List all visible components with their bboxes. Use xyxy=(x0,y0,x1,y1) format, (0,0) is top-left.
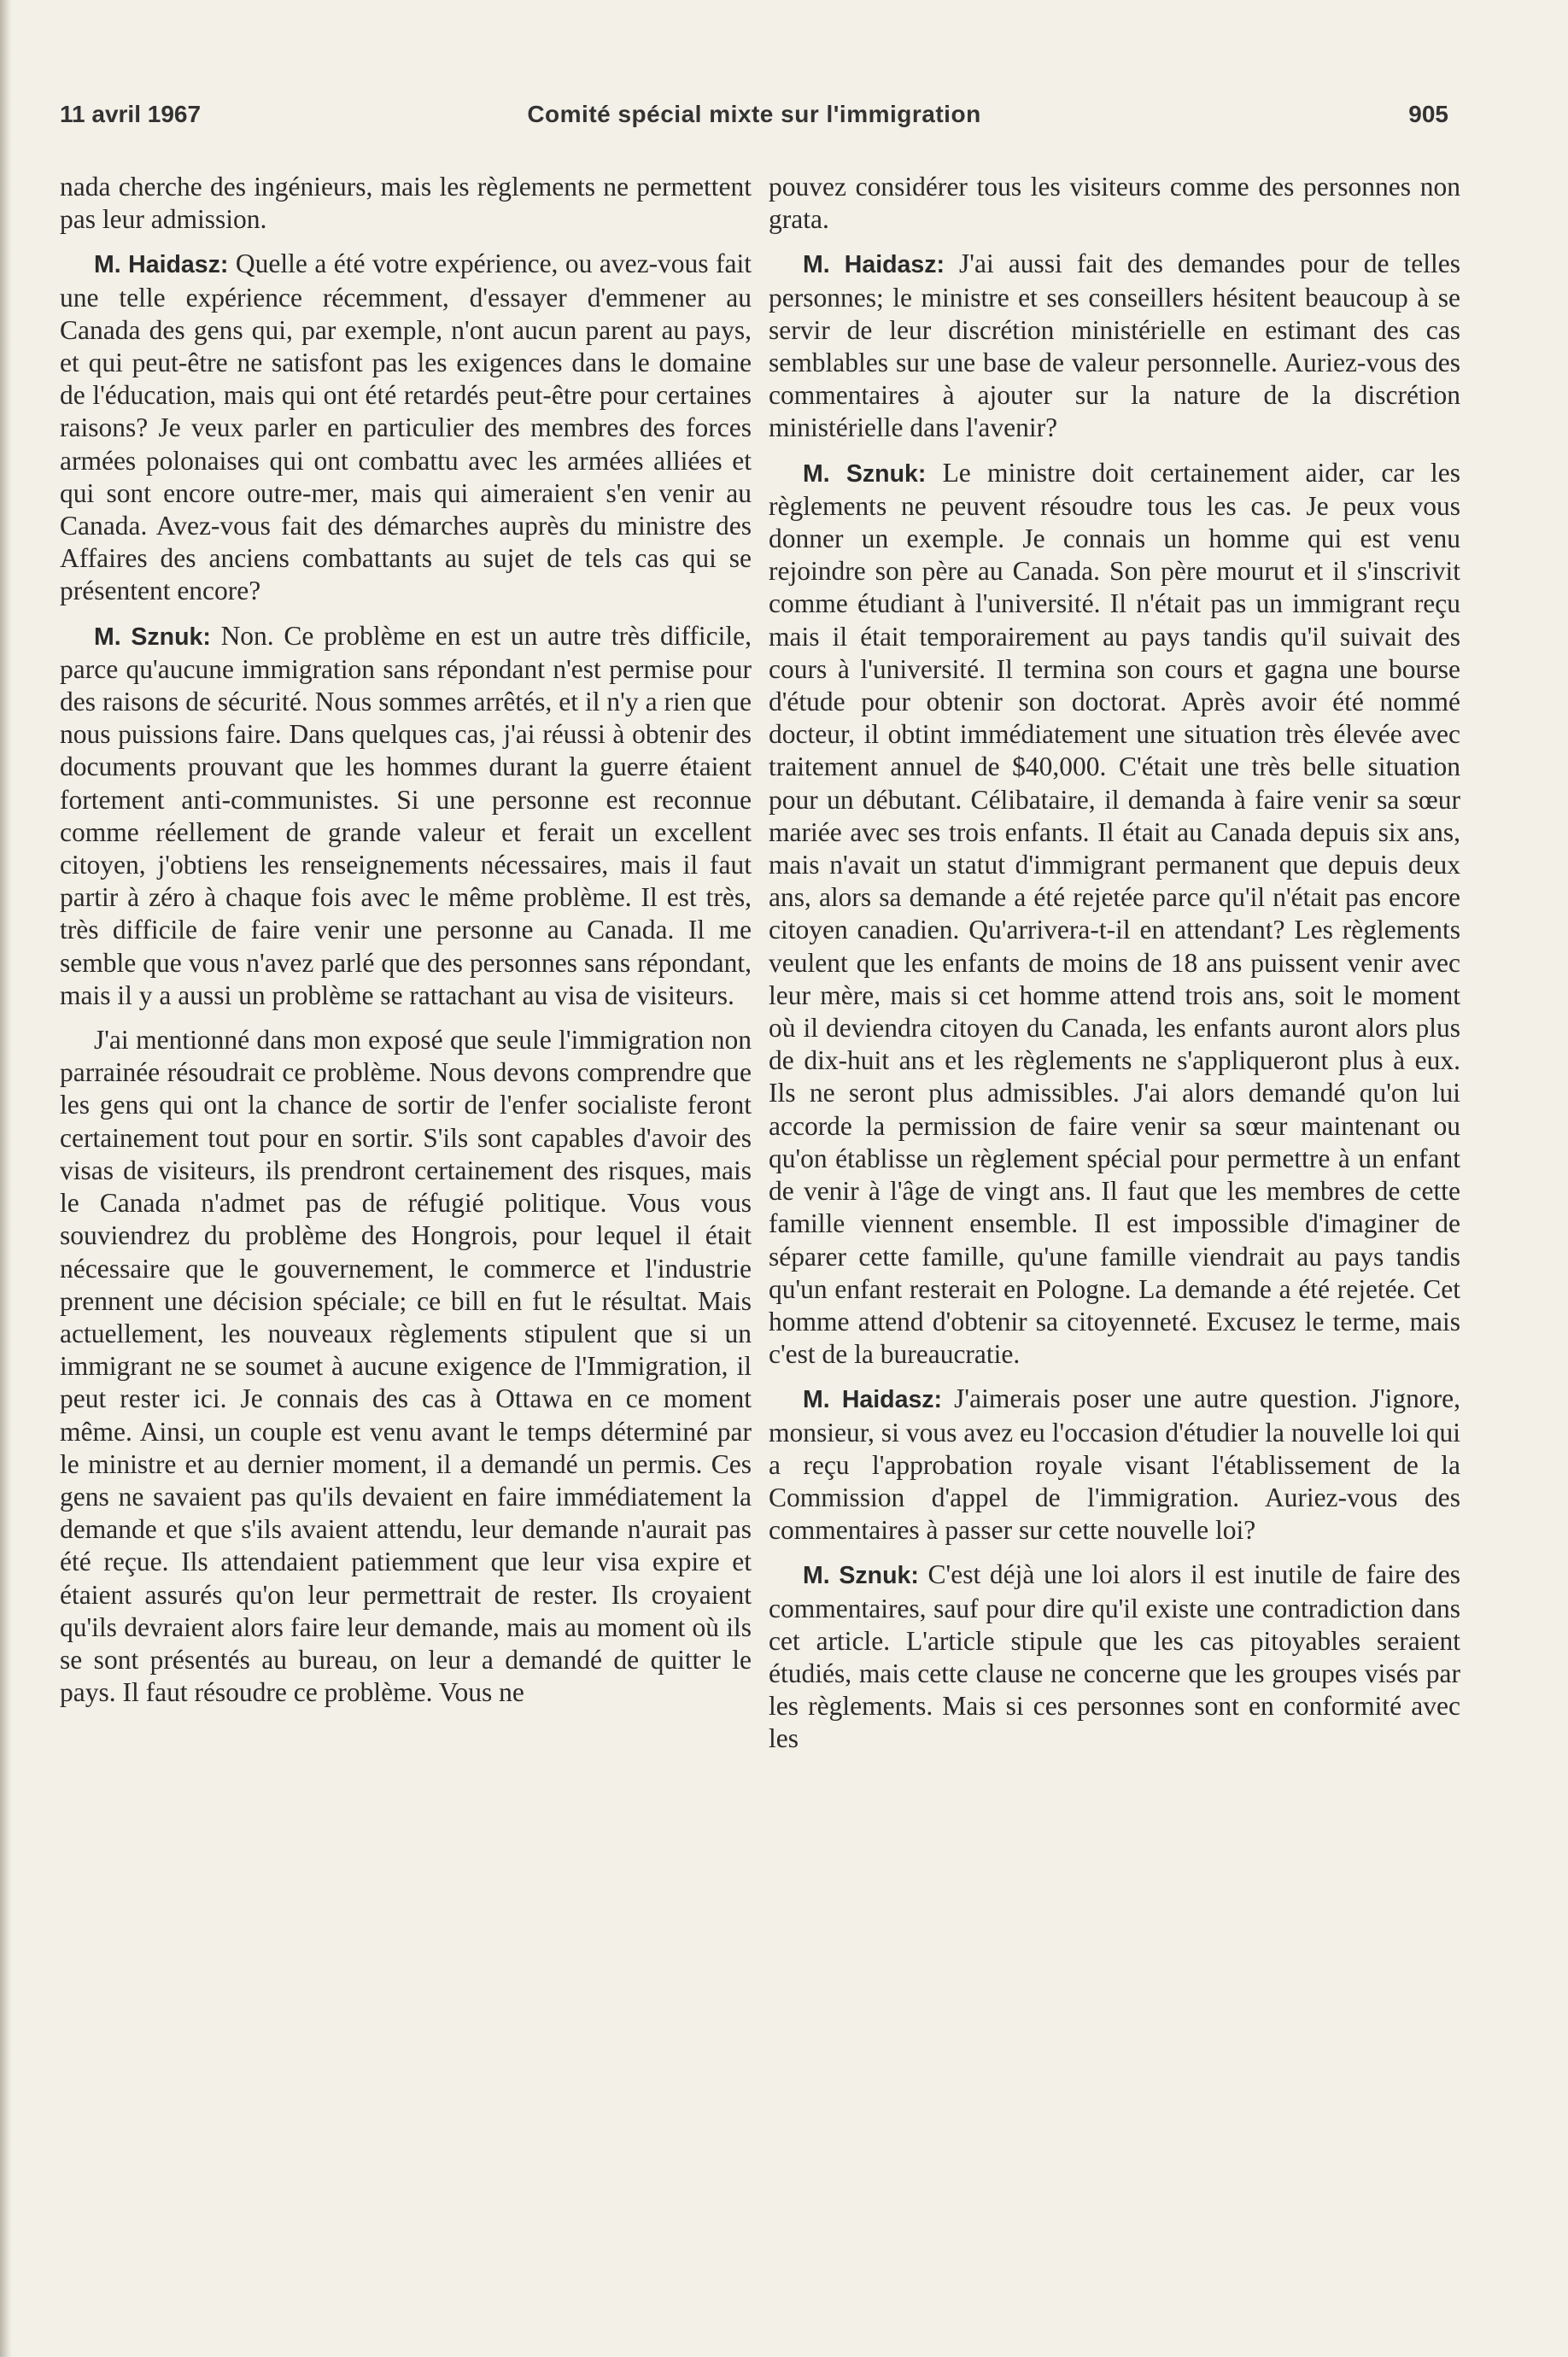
speaker-name: M. Sznuk: xyxy=(94,623,211,651)
paragraph-text: C'est déjà une loi alors il est inutile de faire des commentaires, sauf pour dire qu'il existe une contradiction dans cet article. L'article stipule que les cas pitoyables seraient étudiés, mais cette clause ne concerne que les groupes visés par les règlements. Mais si ces personnes sont en conformité avec les xyxy=(769,1559,1461,1754)
header-date: 11 avril 1967 xyxy=(60,101,202,127)
speaker-name: M. Haidasz: xyxy=(803,251,945,279)
left-column xyxy=(60,171,752,1721)
paragraph xyxy=(60,620,752,1012)
paragraph xyxy=(769,457,1460,1372)
paragraph-text: J'ai aussi fait des demandes pour de telles personnes; le ministre et ses conseillers hésitent beaucoup à se servir de leur discrétion ministérielle en estimant des cas semblables sur une base de valeur personnelle. Auriez-vous des commentaires à ajouter sur la nature de la discrétion ministérielle dans l'avenir? xyxy=(769,249,1460,443)
right-column xyxy=(769,171,1460,1768)
paragraph xyxy=(60,248,752,607)
paragraph xyxy=(769,1559,1460,1755)
page-binding-edge xyxy=(0,0,12,2357)
paragraph xyxy=(60,171,752,236)
speaker-name: M. Sznuk: xyxy=(803,1562,919,1590)
header-title: Comité spécial mixte sur l'immigration xyxy=(527,101,981,127)
paragraph-text: J'ai mentionné dans mon exposé que seule l'immigration non parrainée résoudrait ce problème. Nous devons comprendre que les gens qui ont la chance de sortir de l'enfer socialiste feront certainement tout pour en sortir. S'ils sont capables d'avoir des visas de visiteurs, ils prendront certainement des risques, mais le Canada n'admet pas de réfugié politique. Vous vous souviendrez du problème des Hongrois, pour lequel il était nécessaire que le gouvernement, le commerce et l'industrie prennent une décision spéciale; ce bill en fut le résultat. Mais actuellement, les nouveaux règlements stipulent que si un immigrant ne se soumet à aucune exigence de l'Immigration, il peut rester ici. Je connais des cas à Ottawa en ce moment même. Ainsi, un couple est venu avant le temps déterminé par le ministre et au dernier moment, il a demandé un permis. Ces gens ne savaient pas qu'ils devaient en faire immédiatement la demande et que s'ils avaient attendu, leur demande n'aurait pas été reçue. Ils attendaient patiemment que leur visa expire et étaient assurés qu'on leur permettrait de rester. Ils croyaient qu'ils devraient alors faire leur demande, mais au moment où ils se sont présentés au bureau, on leur a demandé de quitter le pays. Il faut résoudre ce problème. Vous ne xyxy=(60,1025,752,1708)
paragraph-text: Non. Ce problème en est un autre très difficile, parce qu'aucune immigration sans répondant n'est permise pour des raisons de sécurité. Nous sommes arrêtés, et il n'y a rien que nous puissions faire. Dans quelques cas, j'ai réussi à obtenir des documents prouvant que les hommes durant la guerre étaient fortement anti-communistes. Si une personne est reconnue comme réellement de grande valeur et ferait un excellent citoyen, j'obtiens les renseignements nécessaires, mais il faut partir à zéro à chaque fois avec le même problème. Il est très, très difficile de faire venir une personne au Canada. Il me semble que vous n'avez parlé que des personnes sans répondant, mais il y a aussi un problème se rattachant au visa de visiteurs. xyxy=(60,620,752,1010)
paragraph-text: Le ministre doit certainement aider, car les règlements ne peuvent résoudre tous les cas. Je peux vous donner un exemple. Je connais un homme qui est venu rejoindre son père au Canada. Son père mourut et il s'inscrivit comme étudiant à l'université. Il n'était pas un immigrant reçu mais il était temporairement au pays tandis qu'il suivait des cours à l'université. Il termina son cours et gagna une bourse d'étude pour obtenir son doctorat. Après avoir été nommé docteur, il obtint immédiatement une situation très élevée avec traitement annuel de $40,000. C'était une très belle situation pour un débutant. Célibataire, il demanda à faire venir sa sœur mariée avec ses trois enfants. Il était au Canada depuis six ans, mais n'avait un statut d'immigrant permanent que depuis deux ans, alors sa demande a été rejetée parce qu'il n'était pas encore citoyen canadien. Qu'arrivera-t-il en attendant? Les règlements veulent que les enfants de moins de 18 ans puissent venir avec leur mère, mais si cet homme attend trois ans, soit le moment où il deviendra citoyen du Canada, les enfants auront alors plus de dix-huit ans et les règlements ne s'appliqueront plus à eux. Ils ne seront plus admissibles. J'ai alors demandé qu'on lui accorde la permission de faire venir sa sœur maintenant ou qu'on établisse un règlement spécial pour permettre à un enfant de venir à l'âge de vingt ans. Il faut que les membres de cette famille viennent ensemble. Il est impossible d'imaginer de séparer cette famille, qu'une famille viendrait au pays tandis qu'un enfant resterait en Pologne. La demande a été rejetée. Cet homme attend d'obtenir sa citoyenneté. Excusez le terme, mais c'est de la bureaucratie. xyxy=(769,457,1460,1370)
speaker-name: M. Haidasz: xyxy=(803,1386,943,1414)
paragraph-text: J'aimerais poser une autre question. J'ignore, monsieur, si vous avez eu l'occasion d'étudier la nouvelle loi qui a reçu l'approbation royale visant l'établissement de la Commission d'appel de l'immigration. Auriez-vous des commentaires à passer sur cette nouvelle loi? xyxy=(769,1383,1461,1546)
paragraph xyxy=(769,248,1460,444)
paragraph xyxy=(769,1383,1460,1547)
paragraph-text: pouvez considérer tous les visiteurs comme des personnes non grata. xyxy=(769,172,1460,235)
paragraph-text: Quelle a été votre expérience, ou avez-vous fait une telle expérience récemment, d'essayer d'emmener au Canada des gens qui, par exemple, n'ont aucun parent au pays, et qui peut-être ne satisfont pas les exigences dans le domaine de l'éducation, mais qui ont été retardés peut-être pour certaines raisons? Je veux parler en particulier des membres des forces armées polonaises qui ont combattu avec les armées alliées et qui sont encore outre-mer, mais qui aimeraient s'en venir au Canada. Avez-vous fait des démarches auprès du ministre des Affaires des anciens combattants au sujet de tels cas qui se présentent encore? xyxy=(60,249,752,606)
paragraph xyxy=(769,171,1460,236)
speaker-name: M. Sznuk: xyxy=(803,459,927,488)
page-header xyxy=(60,101,1448,140)
speaker-name: M. Haidasz: xyxy=(94,251,229,279)
paragraph-text: nada cherche des ingénieurs, mais les règlements ne permettent pas leur admission. xyxy=(60,172,752,235)
page-number: 905 xyxy=(1408,101,1448,127)
paragraph xyxy=(60,1024,752,1709)
